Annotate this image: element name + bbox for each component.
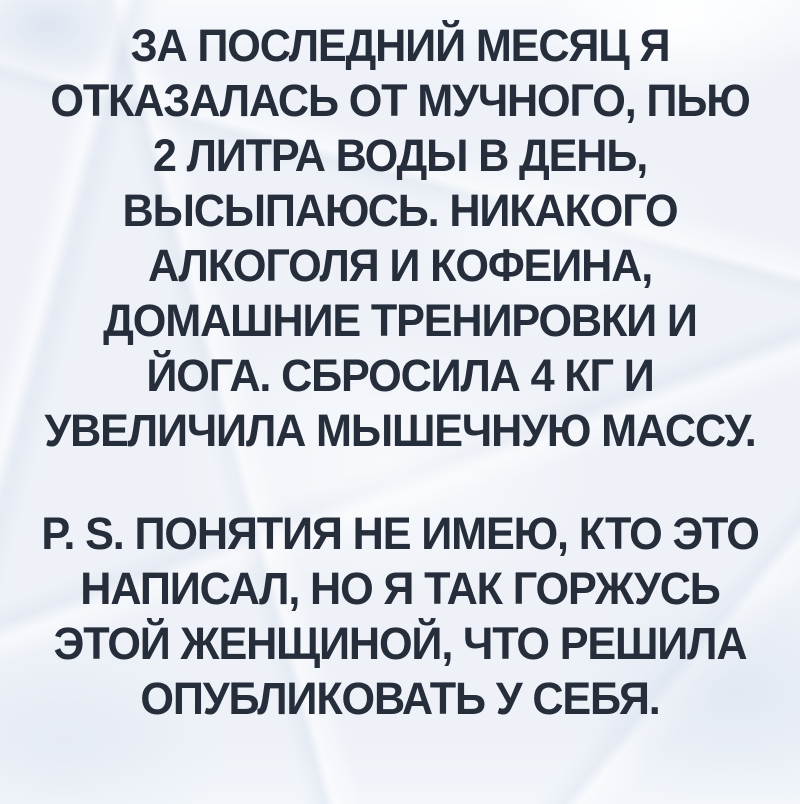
meme-text-line: ЗА ПОСЛЕДНИЙ МЕСЯЦ Я — [130, 20, 670, 71]
meme-text-line: ОТКАЗАЛАСЬ ОТ МУЧНОГО, ПЬЮ — [50, 75, 750, 126]
meme-text-line: АЛКОГОЛЯ И КОФЕИНА, — [147, 240, 653, 291]
meme-text-line: P. S. ПОНЯТИЯ НЕ ИМЕЮ, КТО ЭТО — [41, 508, 759, 559]
meme-paragraph-postscript — [0, 506, 800, 726]
meme-paragraph-main — [0, 18, 800, 458]
meme-text-line: НАПИСАЛ, НО Я ТАК ГОРЖУСЬ — [80, 563, 720, 614]
meme-text-line: ОПУБЛИКОВАТЬ У СЕБЯ. — [140, 673, 660, 724]
meme-text-line: ЭТОЙ ЖЕНЩИНОЙ, ЧТО РЕШИЛА — [53, 618, 747, 669]
meme-text-line: УВЕЛИЧИЛА МЫШЕЧНУЮ МАССУ. — [44, 405, 756, 456]
meme-text-line: ДОМАШНИЕ ТРЕНИРОВКИ И — [103, 295, 697, 346]
meme-text-line: ЙОГА. СБРОСИЛА 4 КГ И — [146, 350, 654, 401]
meme-text-block — [0, 18, 800, 726]
meme-text-line: ВЫСЫПАЮСЬ. НИКАКОГО — [122, 185, 678, 236]
meme-text-line: 2 ЛИТРА ВОДЫ В ДЕНЬ, — [152, 130, 648, 181]
